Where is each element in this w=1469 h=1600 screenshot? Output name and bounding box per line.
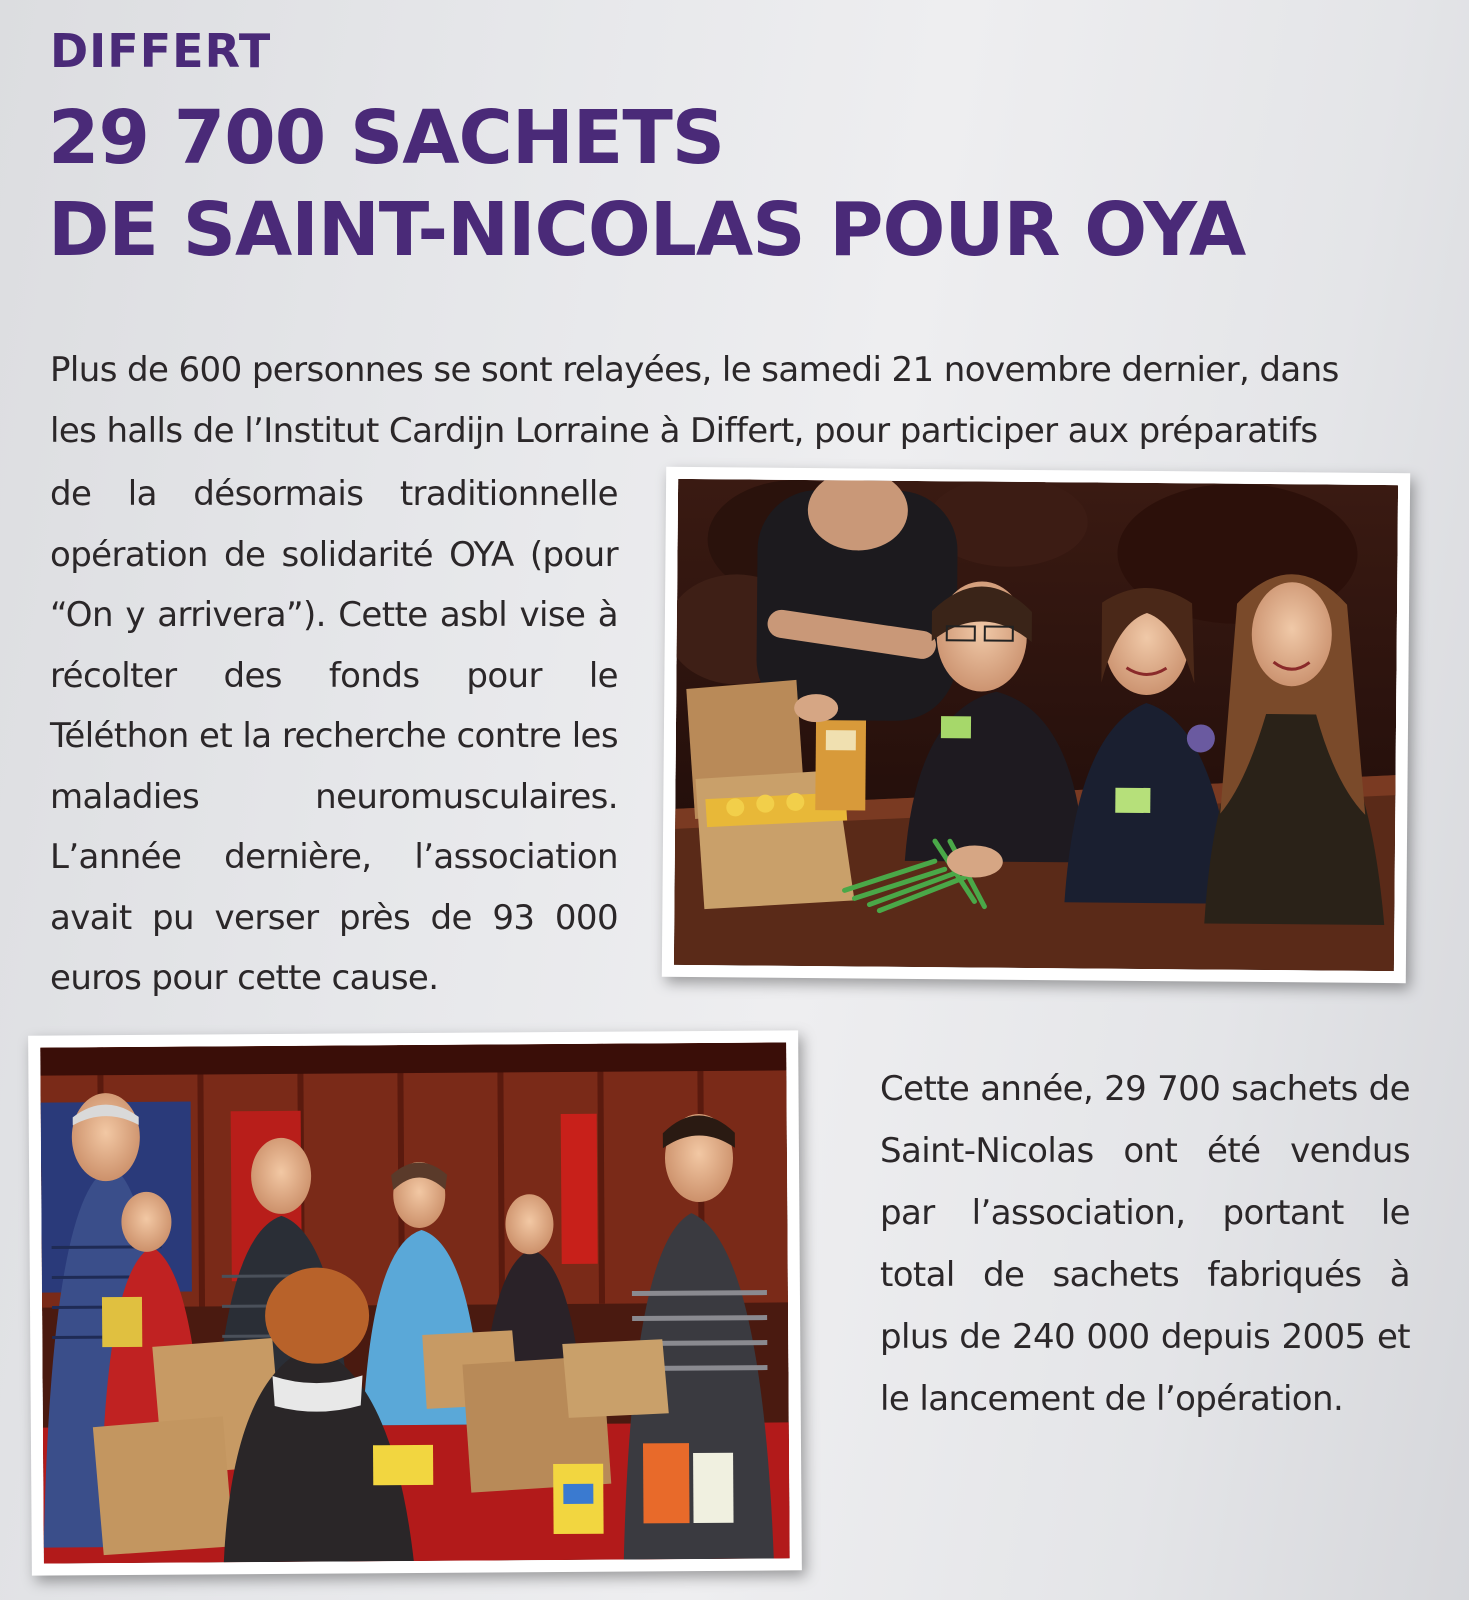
photo-volunteers-table-image [674,479,1398,971]
article-column-left: de la désormais traditionnelle opération de solidarité OYA (pour “On y arrivera”). Cette asbl vise à récolter des fonds pour le Téléthon et la recherche contre les maladies neuromusculaires. L’année dernière, l’association avait pu verser près de 93 000 euros pour cette cause. [50,474,618,998]
photo-volunteers-hall-image [40,1042,790,1563]
article-intro: Plus de 600 personnes se sont relayées, le samedi 21 novembre dernier, dans les halls de l’Institut Cardijn Lorraine à Differt, pour participer aux préparatifs [50,350,1339,451]
article-kicker: DIFFERT [50,24,272,78]
headline-line-1: 29 700 SACHETS [48,95,725,181]
photo-volunteers-table-illustration [674,479,1398,971]
photo-volunteers-table [662,467,1410,983]
photo-volunteers-hall [28,1030,802,1575]
article-headline [48,92,1245,276]
photo-volunteers-hall-illustration [40,1042,790,1563]
article-column-right: Cette année, 29 700 sachets de Saint-Nicolas ont été vendus par l’association, portant le total de sachets fabriqués à plus de 240 000 depuis 2005 et le lancement de l’opération. [880,1069,1410,1419]
headline-line-2: DE SAINT-NICOLAS POUR OYA [48,187,1246,273]
